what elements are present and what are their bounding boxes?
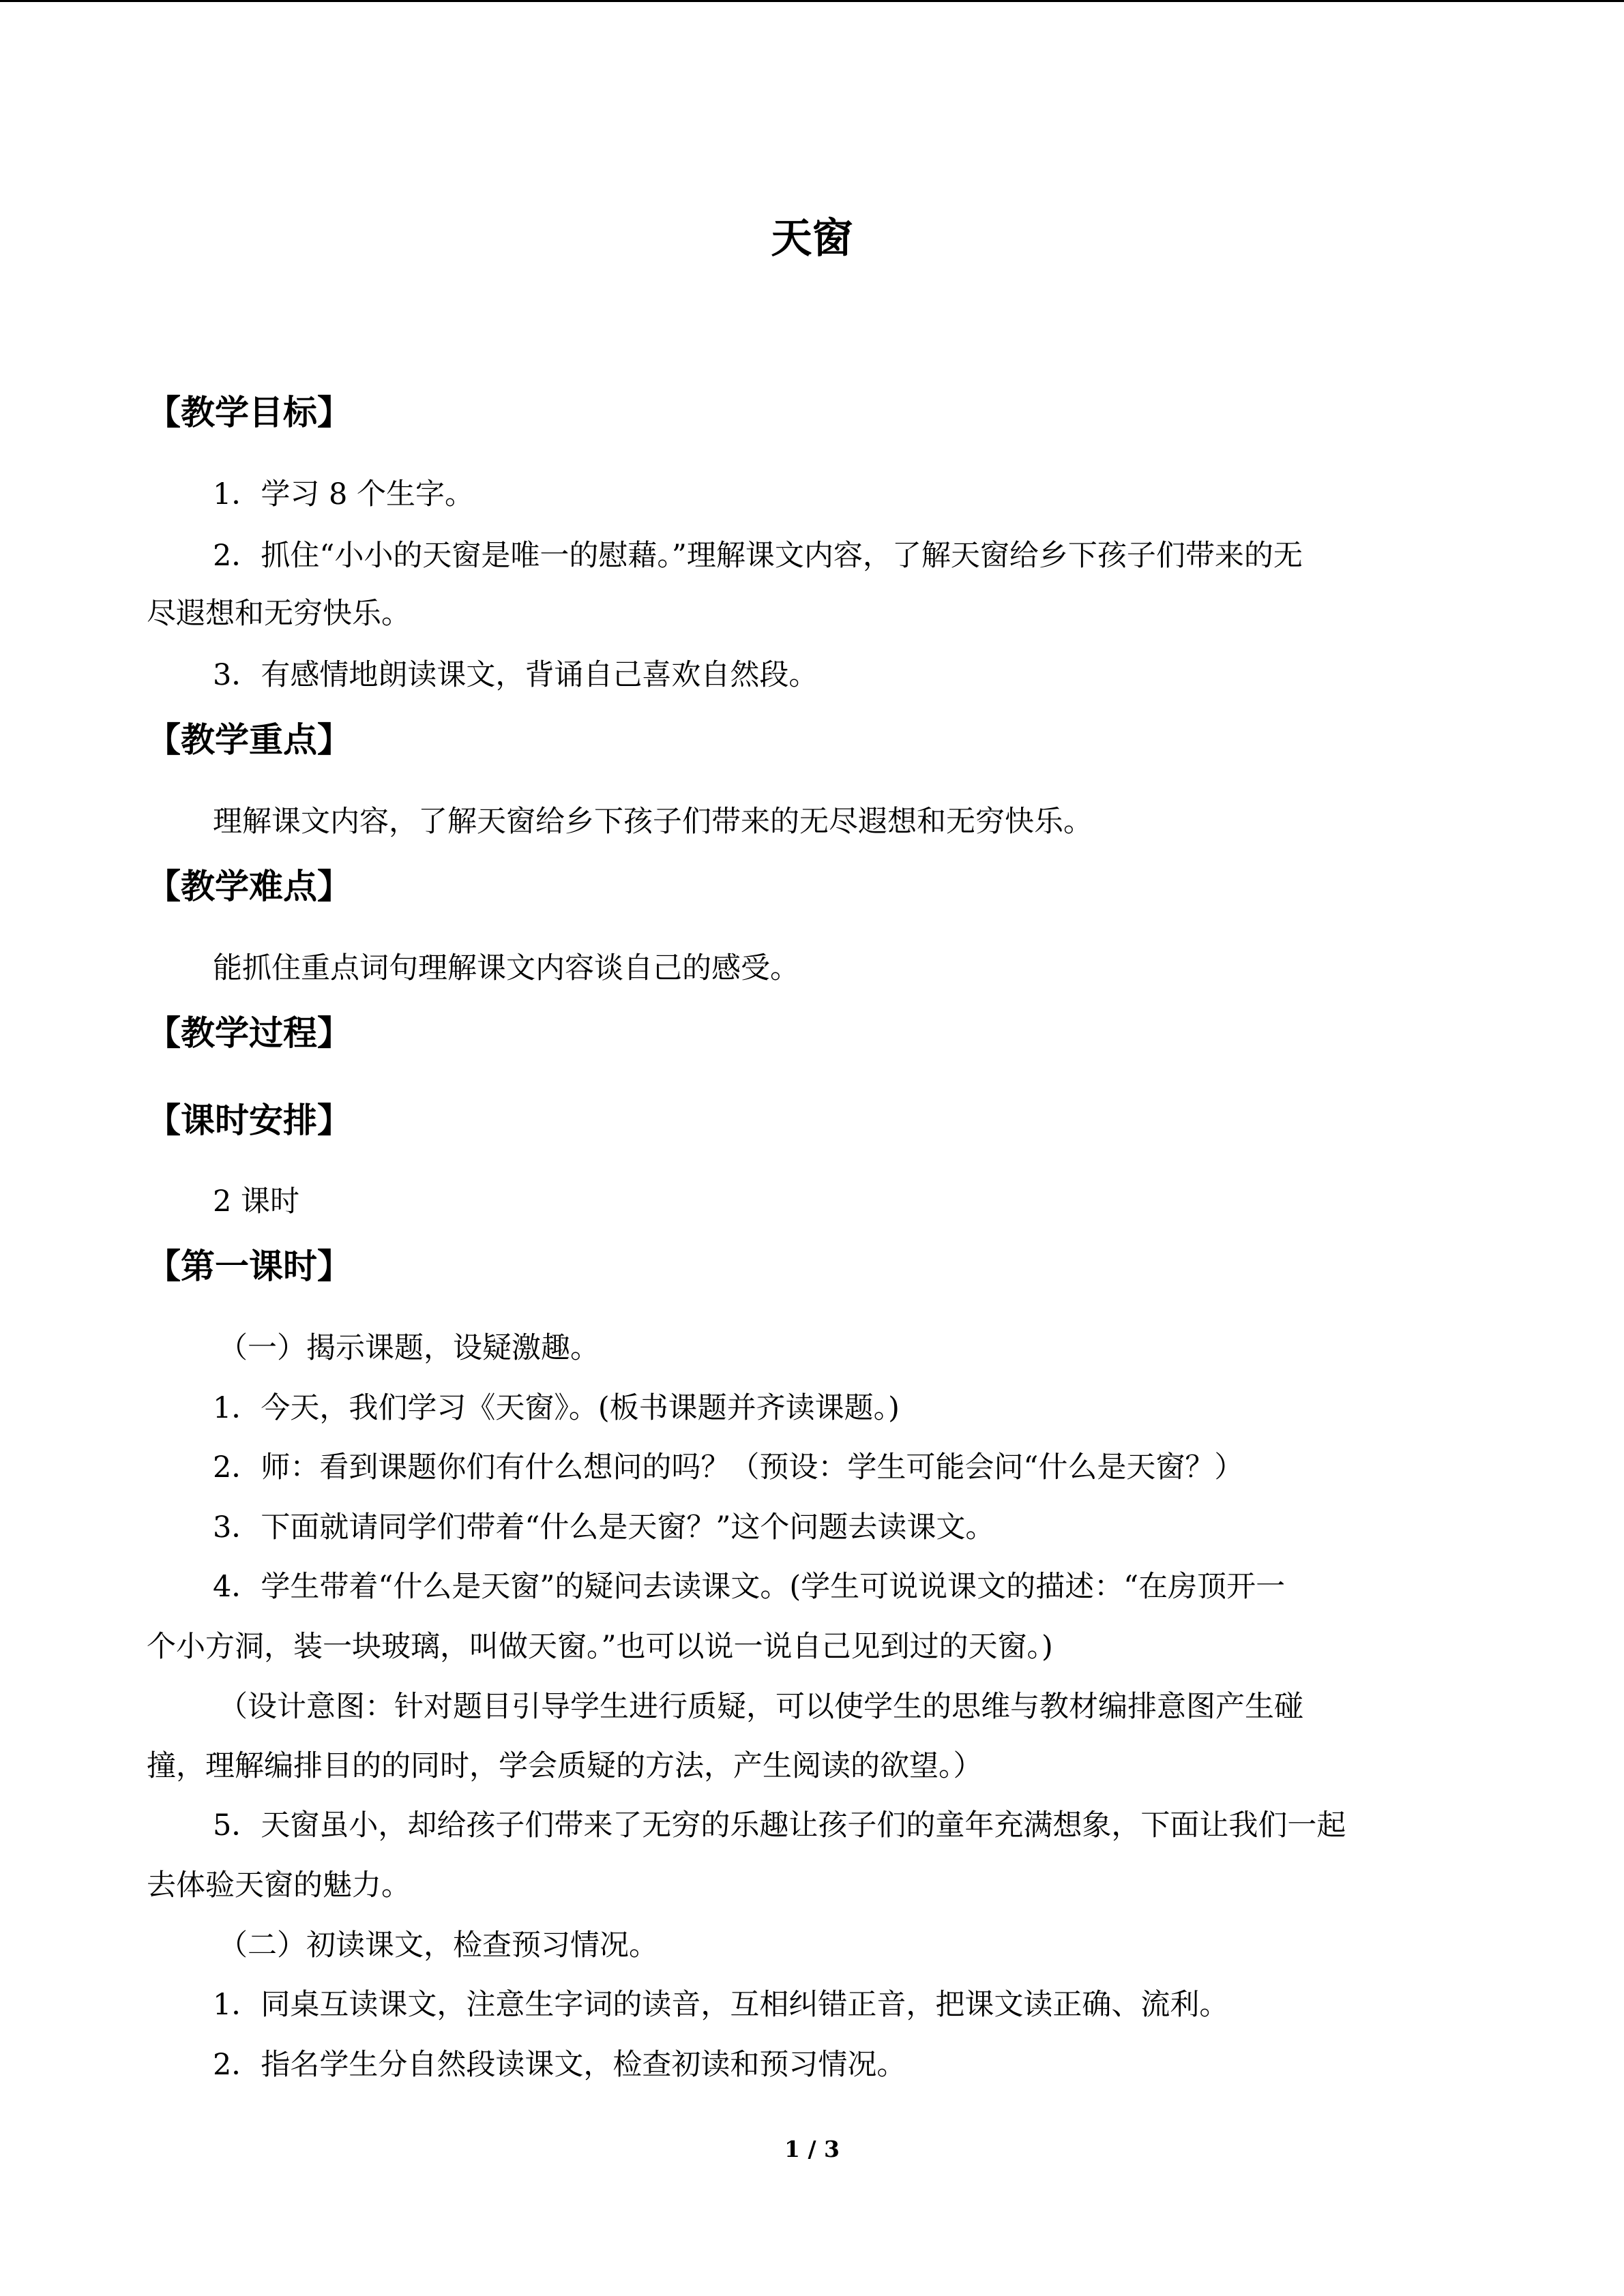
heading-schedule: 【课时安排】 [147,1101,351,1140]
lesson1-step2-item-1: 1．同桌互读课文，注意生字词的读音，互相纠错正音，把课文读正确、流利。 [213,1988,1229,2022]
document-title: 天窗 [771,215,853,263]
heading-teaching-difficulty: 【教学难点】 [147,867,351,906]
lesson1-item-5-continued: 去体验天窗的魅力。 [147,1868,411,1903]
teaching-focus-text: 理解课文内容，了解天窗给乡下孩子们带来的无尽遐想和无穷快乐。 [213,805,1093,839]
heading-teaching-goals: 【教学目标】 [147,393,351,432]
page-number: 1 / 3 [784,2136,840,2162]
heading-first-lesson: 【第一课时】 [147,1247,351,1286]
heading-teaching-process: 【教学过程】 [147,1013,351,1053]
heading-teaching-focus: 【教学重点】 [147,720,351,760]
lesson1-step-1: （一）揭示课题，设疑激趣。 [218,1331,600,1365]
goal-item-3: 3．有感情地朗读课文，背诵自己喜欢自然段。 [213,658,818,692]
goal-item-1: 1．学习 8 个生字。 [213,477,475,511]
lesson1-item-2: 2．师：看到课题你们有什么想问的吗？（预设：学生可能会问“什么是天窗？） [213,1450,1244,1485]
goal-item-2-continued: 尽遐想和无穷快乐。 [147,597,411,631]
lesson1-item-5: 5．天窗虽小，却给孩子们带来了无穷的乐趣让孩子们的童年充满想象，下面让我们一起 [213,1808,1346,1843]
lesson1-design-note-continued: 撞，理解编排目的的同时，学会质疑的方法，产生阅读的欲望。） [147,1749,983,1783]
page-top-border [0,0,1624,2]
teaching-difficulty-text: 能抓住重点词句理解课文内容谈自己的感受。 [213,951,799,985]
lesson1-item-1: 1．今天，我们学习《天窗》。(板书课题并齐读课题。) [213,1391,900,1425]
lesson1-step-2: （二）初读课文，检查预习情况。 [218,1928,658,1963]
lesson1-item-4-continued: 个小方洞，装一块玻璃，叫做天窗。”也可以说一说自己见到过的天窗。) [147,1630,1053,1664]
goal-item-2: 2．抓住“小小的天窗是唯一的慰藉。”理解课文内容，了解天窗给乡下孩子们带来的无 [213,539,1303,573]
schedule-text: 2 课时 [213,1184,300,1219]
lesson1-item-4: 4．学生带着“什么是天窗”的疑问去读课文。(学生可说说课文的描述：“在房顶开一 [213,1570,1286,1604]
lesson1-item-3: 3．下面就请同学们带着“什么是天窗？”这个问题去读课文。 [213,1510,995,1545]
lesson1-step2-item-2: 2．指名学生分自然段读课文，检查初读和预习情况。 [213,2048,906,2082]
lesson1-design-note: （设计意图：针对题目引导学生进行质疑，可以使学生的思维与教材编排意图产生碰 [218,1690,1303,1724]
